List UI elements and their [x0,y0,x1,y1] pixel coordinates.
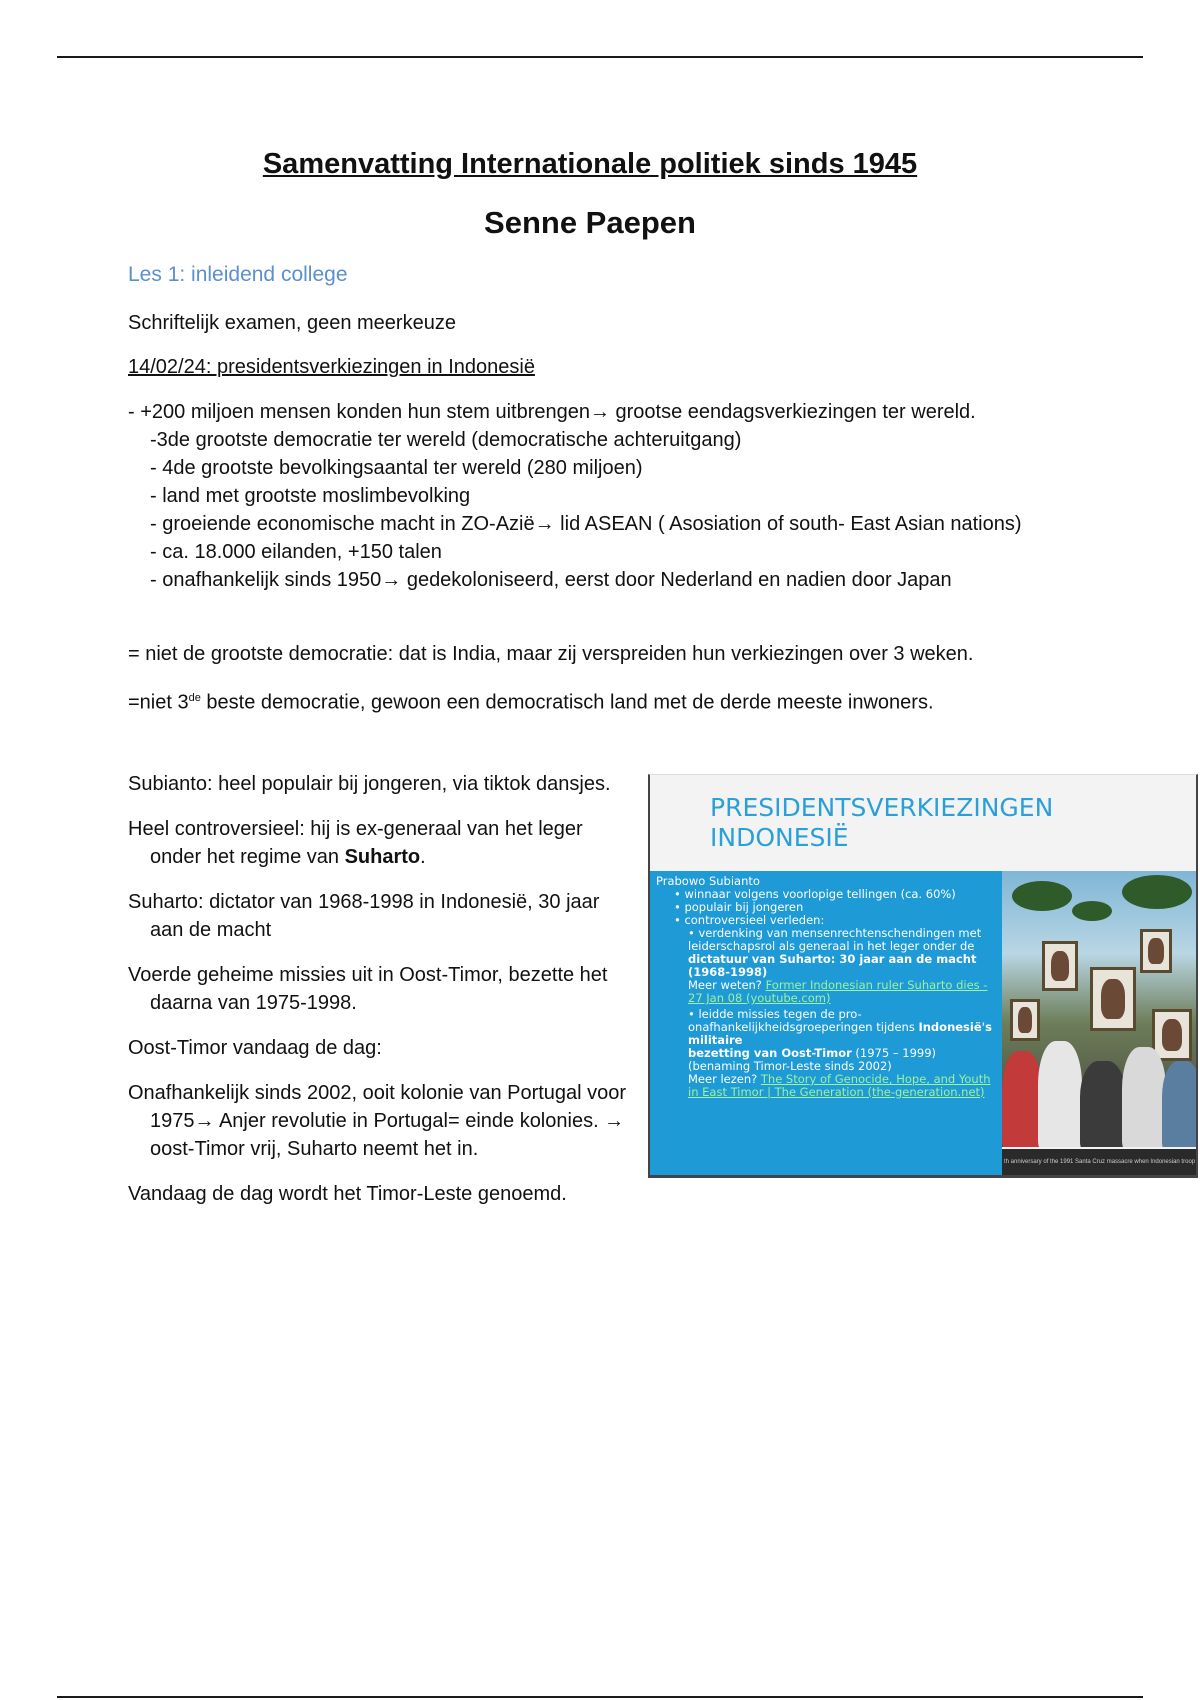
protest-photo [1002,871,1198,1147]
document-author: Senne Paepen [484,205,696,240]
slide-bullet-text: • verdenking van mensenrechtenschendingen met leiderschapsrol als generaal in het leger onder de [688,926,982,953]
slide-bullet: • controversieel verleden: [674,913,825,927]
note-india: = niet de grootste democratie: dat is India, maar zij verspreiden hun verkiezingen over 3 weken. [128,643,974,665]
slide-bullet-bold: dictatuur van Suharto: 30 jaar aan de macht (1968-1998) [688,952,977,979]
slide-name: Prabowo Subianto [656,874,760,888]
slide-bullet [656,927,996,979]
facts-list [128,398,1048,594]
slide-more-label: Meer lezen? [688,1072,761,1086]
note-third-post: beste democratie, gewoon een democratisch land met de derde meeste inwoners. [200,691,934,714]
paragraph-timor-today: Oost-Timor vandaag de dag: [128,1037,382,1059]
paragraph-subianto: Subianto: heel populair bij jongeren, via tiktok dansjes. [128,773,611,795]
list-item: -3de grootste democratie ter wereld (democratische achteruitgang) [150,429,742,451]
slide-occupation-bold: bezetting van Oost-Timor [688,1046,852,1060]
paragraph-timor-leste: Vandaag de dag wordt het Timor-Leste genoemd. [128,1183,567,1205]
slide-more-read [656,1073,996,1099]
slide-renaming: (benaming Timor-Leste sinds 2002) [688,1059,892,1073]
slide-bullet-bold: Indonesië's militaire [688,1020,993,1047]
paragraph-suharto: Suharto: dictator van 1968-1998 in Indonesië, 30 jaar aan de macht [128,891,600,941]
list-item: - land met grootste moslimbevolking [150,485,471,507]
list-item: - onafhankelijk sinds 1950→ gedekoloniseerd, eerst door Nederland en nadien door Japan [150,569,952,591]
slide-image [648,774,1198,1178]
slide-bullet [656,1008,996,1047]
slide-bullet: • winnaar volgens voorlopige tellingen (ca. 60%) [674,887,956,901]
slide-occupation-years: (1975 – 1999) [851,1046,937,1060]
note-third-sup: de [188,692,201,704]
exam-note: Schriftelijk examen, geen meerkeuze [128,312,456,334]
controversial-text: Heel controversieel: hij is ex-generaal van het leger onder het regime van [128,818,583,868]
document-title: Samenvatting Internationale politiek sinds 1945 [262,148,918,180]
note-third [128,684,934,717]
slide-bullet-text: • leidde missies tegen de pro-onafhankelijkheidsgroeperingen tijdens [688,1007,919,1034]
photo-caption: th anniversary of the 1991 Santa Cruz massacre when Indonesian troop [1002,1149,1198,1175]
left-column [128,770,638,1225]
slide-more-label: Meer weten? [688,978,766,992]
paragraph-missions: Voerde geheime missies uit in Oost-Timor, bezette het daarna van 1975-1998. [128,964,608,1014]
paragraph-independent: Onafhankelijk sinds 2002, ooit kolonie van Portugal voor 1975→ Anjer revolutie in Portugal= einde kolonies. → oost-Timor vrij, Suharto neemt het in. [128,1082,627,1160]
slide-title-line2: INDONESIË [710,823,849,852]
header-rule [57,56,1143,58]
list-item: - +200 miljoen mensen konden hun stem uitbrengen→ grootse eendagsverkiezingen ter wereld. [128,401,976,423]
slide-youtube-link[interactable]: Former Indonesian ruler Suharto dies - 27 Jan 08 (youtube.com) [688,978,988,1005]
list-item: - groeiende economische macht in ZO-Azië→ lid ASEAN ( Asosiation of south- East Asian nations) [150,513,1022,535]
slide-bullet: • populair bij jongeren [674,900,804,914]
list-item: - 4de grootste bevolkingsaantal ter wereld (280 miljoen) [150,457,643,479]
slide-text-panel [650,871,1002,1178]
controversial-end: . [420,846,426,868]
suharto-bold: Suharto [344,846,421,868]
slide-title [710,793,1150,853]
slide-more-info [656,979,996,1005]
footer-rule [57,1696,1143,1698]
note-third-pre: =niet 3 [128,691,189,714]
section-heading: Les 1: inleidend college [128,263,348,286]
slide-article-link[interactable]: The Story of Genocide, Hope, and Youth in East Timor | The Generation (the-generation.net) [688,1072,991,1099]
paragraph-controversial [128,815,638,871]
date-heading: 14/02/24: presidentsverkiezingen in Indonesië [128,356,535,378]
list-item: - ca. 18.000 eilanden, +150 talen [150,541,442,563]
slide-title-line1: PRESIDENTSVERKIEZINGEN [710,793,1054,822]
